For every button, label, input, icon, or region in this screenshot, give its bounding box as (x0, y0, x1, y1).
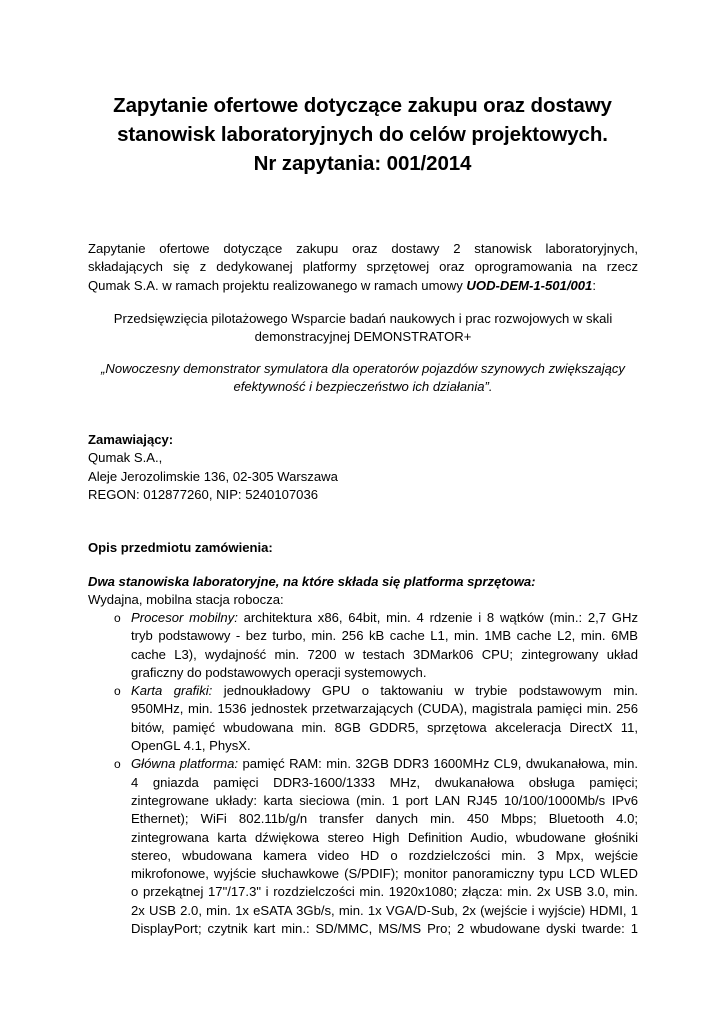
spec-line (131, 609, 638, 627)
ordering-party-block (88, 431, 638, 504)
bullet-icon: o (114, 611, 121, 625)
spec-label: Procesor mobilny: (131, 610, 238, 625)
spec-label: Karta grafiki: (131, 683, 213, 699)
spec-line: stereo, wbudowana kamera video HD o rozdzielczości min. 3 Mpx, wejście (131, 847, 638, 863)
spec-line: 2x USB 2.0, min. 1x eSATA 3Gb/s, min. 1x VGA/D-Sub, 2x (wejście i wyjście) HDMI, 1 (131, 902, 638, 918)
page-title (60, 91, 665, 178)
contract-number: UOD-DEM-1-501/001 (466, 277, 593, 293)
intro-line-3-suffix: : (592, 277, 596, 293)
intro-line-3 (88, 277, 638, 295)
spec-line: 4 gniazda pamięci DDR3-1600/1333 MHz, dwukanałowa obsługa pamięci; (131, 774, 638, 790)
spec-line: zintegrowane układy: karta sieciowa (min. 1 port LAN RJ45 10/100/1000Mb/s IPv6 (131, 792, 638, 808)
spec-line (131, 682, 638, 700)
spec-line: o przekątnej 17"/17.3" i rozdzielczości min. 1920x1080; złącza: min. 2x USB 3.0, min. (131, 884, 638, 900)
spec-list (112, 609, 638, 938)
spec-line: 950MHz, min. 1536 jednostek przetwarzających (CUDA), magistrala pamięci min. 256 (131, 701, 638, 717)
spec-line: DisplayPort; czytnik kart min.: SD/MMC, MS/MS Pro; 2 wbudowane dyski twarde: 1 (131, 921, 638, 937)
project-line-1: „Nowoczesny demonstrator symulatora dla operatorów pojazdów szynowych zwiększający (101, 361, 625, 376)
list-item (112, 609, 638, 682)
spec-text: architektura x86, 64bit, min. 4 rdzenie i 8 wątków (min.: 2,7 GHz (237, 610, 638, 625)
spec-text: pamięć RAM: min. 32GB DDR3 1600MHz CL9, dwukanałowa, min. (238, 756, 638, 772)
intro-paragraph (88, 240, 638, 295)
ordering-ids: REGON: 012877260, NIP: 5240107036 (88, 486, 319, 502)
subject-block (88, 539, 638, 557)
program-line-1: Przedsięwzięcia pilotażowego Wsparcie badań naukowych i prac rozwojowych w skali (113, 311, 613, 326)
workstation-intro: Wydajna, mobilna stacja robocza: (88, 592, 284, 608)
subject-heading: Opis przedmiotu zamówienia: (88, 540, 273, 555)
spec-line: mikrofonowe, wyjście słuchawkowe (S/PDIF); monitor panoramiczny typu LCD WLED (131, 866, 638, 882)
list-item (112, 755, 638, 938)
intro-line-3-text: Qumak S.A. w ramach projektu realizowanego w ramach umowy (88, 277, 467, 293)
spec-line: tryb podstawowy - bez turbo, min. 256 kB cache L1, min. 1MB cache L2, min. 6MB (131, 628, 638, 644)
spec-line: Ethernet); WiFi 802.11b/g/n transfer danych min. 450 Mbps; Bluetooth 4.0; (131, 811, 638, 827)
platform-subheading: Dwa stanowiska laboratoryjne, na które składa się platforma sprzętowa: (88, 574, 536, 589)
ordering-name: Qumak S.A., (88, 450, 163, 466)
title-line-1: Zapytanie ofertowe dotyczące zakupu oraz dostawy (113, 94, 612, 117)
title-line-2: stanowisk laboratoryjnych do celów projektowych. (117, 123, 608, 146)
ordering-address: Aleje Jerozolimskie 136, 02-305 Warszawa (88, 468, 338, 484)
spec-text: jednoukładowy GPU o taktowaniu w trybie podstawowym min. (212, 683, 639, 699)
bullet-icon: o (114, 684, 121, 699)
intro-line-1: Zapytanie ofertowe dotyczące zakupu oraz dostawy 2 stanowisk laboratoryjnych, (88, 241, 638, 256)
spec-line: zintegrowana karta dźwiękowa stereo High Definition Audio, wbudowane głośniki (131, 829, 638, 845)
spec-label: Główna platforma: (131, 756, 239, 772)
platform-block (88, 573, 638, 610)
spec-line: cache L3), wydajność min. 7200 w testach 3DMark06 CPU; zintegrowany układ (131, 646, 638, 662)
spec-line (131, 755, 638, 773)
ordering-heading: Zamawiający: (88, 432, 174, 447)
intro-line-2: składających się z dedykowanej platformy sprzętowej oraz oprogramowania na rzecz (88, 259, 638, 275)
project-title-paragraph (88, 360, 638, 397)
program-paragraph (88, 310, 638, 347)
project-line-2: efektywność i bezpieczeństwo ich działania”. (233, 379, 493, 395)
spec-line: graficzny do podstawowych operacji systemowych. (131, 664, 427, 680)
bullet-icon: o (114, 757, 121, 772)
title-line-3: Nr zapytania: 001/2014 (253, 152, 472, 175)
spec-line: OpenGL 4.1, PhysX. (131, 738, 251, 754)
spec-line: bitów, pamięć wbudowana min. 8GB GDDR5, sprzętowa akceleracja DirectX 11, (131, 719, 638, 735)
program-line-2: demonstracyjnej DEMONSTRATOR+ (254, 329, 472, 345)
list-item (112, 682, 638, 755)
